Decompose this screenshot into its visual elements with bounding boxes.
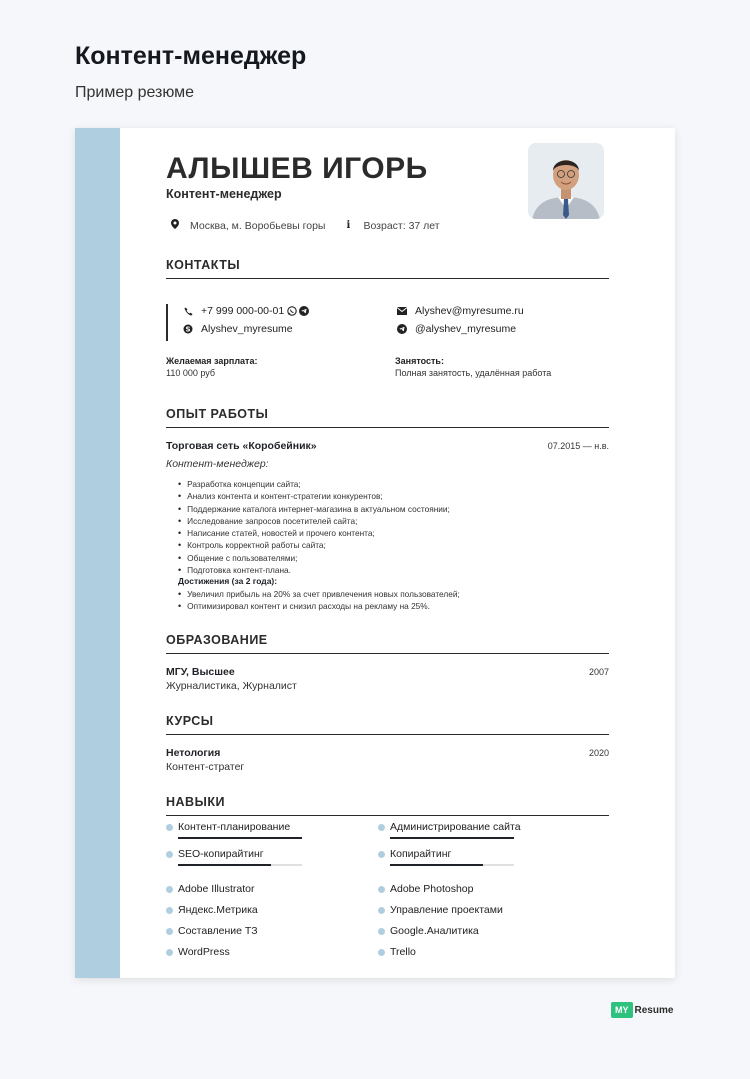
course-year: 2020 xyxy=(588,748,609,758)
salary-value: 110 000 руб xyxy=(166,368,216,378)
list-item: • Анализ контента и контент-стратегии конкурентов; xyxy=(178,490,450,502)
resume-sheet xyxy=(75,128,675,978)
skill-level-fill xyxy=(178,837,302,839)
education-year: 2007 xyxy=(588,667,609,677)
skype-text: Alyshev_myresume xyxy=(201,323,293,335)
section-skills xyxy=(166,795,609,816)
skill-item xyxy=(166,848,264,860)
employment-label: Занятость: xyxy=(395,356,444,366)
list-item: • Контроль корректной работы сайта; xyxy=(178,539,450,551)
job-dates: 07.2015 — н.в. xyxy=(547,441,609,451)
list-item: • Подготовка контент-плана. xyxy=(178,564,450,576)
list-item: • Разработка концепции сайта; xyxy=(178,478,450,490)
location-text: Москва, м. Воробьевы горы xyxy=(190,219,326,232)
contacts-block xyxy=(166,304,609,342)
telegram-contact[interactable] xyxy=(397,323,516,335)
side-stripe xyxy=(75,128,120,978)
bullet-dot xyxy=(378,886,385,893)
bullet-dot xyxy=(378,949,385,956)
section-title-experience: ОПЫТ РАБОТЫ xyxy=(166,407,609,428)
age-text: Возраст: 37 лет xyxy=(363,219,440,232)
skype-icon xyxy=(183,324,193,334)
list-item: • Увеличил прибыль на 20% за счет привлечения новых пользователей; xyxy=(178,588,460,600)
job-company: Торговая сеть «Коробейник» xyxy=(166,440,317,452)
skill-level-meter xyxy=(390,837,514,839)
bullet-dot xyxy=(378,824,385,831)
course-school: Нетология xyxy=(166,747,221,759)
brand-logo-box: MY xyxy=(611,1002,633,1018)
skill-item xyxy=(166,821,290,833)
brand-logo[interactable] xyxy=(611,1002,673,1018)
course-name: Контент-стратег xyxy=(166,761,245,773)
skill-item: Adobe Illustrator xyxy=(166,883,254,895)
section-title-courses: КУРСЫ xyxy=(166,714,609,735)
salary-label: Желаемая зарплата: xyxy=(166,356,258,366)
bullet-dot xyxy=(166,928,173,935)
bullet-dot xyxy=(378,928,385,935)
job-role: Контент-менеджер: xyxy=(166,458,269,470)
education-degree: Журналистика, Журналист xyxy=(166,680,297,692)
skill-level-meter xyxy=(390,864,514,866)
bullet-dot xyxy=(166,886,173,893)
bullet-dot xyxy=(378,907,385,914)
section-title-skills: НАВЫКИ xyxy=(166,795,609,816)
email-text: Alyshev@myresume.ru xyxy=(415,305,524,317)
skill-item: WordPress xyxy=(166,946,230,958)
achievements-label: Достижения (за 2 года): xyxy=(178,576,278,586)
list-item: • Оптимизировал контент и снизил расходы на рекламу на 25%. xyxy=(178,600,460,612)
skill-item: Trello xyxy=(378,946,416,958)
section-title-contacts: КОНТАКТЫ xyxy=(166,258,609,279)
whatsapp-icon xyxy=(287,306,297,316)
skill-item: Яндекс.Метрика xyxy=(166,904,258,916)
bullet-dot xyxy=(166,907,173,914)
section-contacts xyxy=(166,258,609,279)
skill-level-fill xyxy=(390,864,483,866)
svg-text:S: S xyxy=(185,325,191,334)
skill-item: Управление проектами xyxy=(378,904,503,916)
list-item: • Исследование запросов посетителей сайта; xyxy=(178,515,450,527)
phone-text: +7 999 000-00-01 xyxy=(201,305,285,317)
page-title: Контент-менеджер xyxy=(75,42,307,70)
list-item: • Общение с пользователями; xyxy=(178,552,450,564)
candidate-name: АЛЫШЕВ ИГОРЬ xyxy=(166,152,428,185)
skill-label: SEO-копирайтинг xyxy=(178,848,264,860)
list-item: • Написание статей, новостей и прочего контента; xyxy=(178,527,450,539)
skill-level-meter xyxy=(178,864,302,866)
skill-level-fill xyxy=(390,837,514,839)
skill-item: Adobe Photoshop xyxy=(378,883,474,895)
candidate-position: Контент-менеджер xyxy=(166,187,282,201)
skill-label: Контент-планирование xyxy=(178,821,291,833)
employment-value: Полная занятость, удалённая работа xyxy=(395,368,552,378)
section-education xyxy=(166,633,609,654)
skill-item: Google.Аналитика xyxy=(378,925,479,937)
page-subtitle: Пример резюме xyxy=(75,84,195,101)
resume-content xyxy=(166,128,609,978)
meta-row xyxy=(170,219,440,232)
job-duties-list xyxy=(178,478,450,576)
bullet-dot xyxy=(166,851,173,858)
contacts-divider xyxy=(166,304,168,341)
skill-item xyxy=(378,821,521,833)
section-title-education: ОБРАЗОВАНИЕ xyxy=(166,633,609,654)
telegram-text: @alyshev_myresume xyxy=(415,323,517,335)
skill-label: Администрирование сайта xyxy=(390,821,521,833)
education-school: МГУ, Высшее xyxy=(166,666,235,678)
skill-label: Копирайтинг xyxy=(390,848,452,860)
skill-level-fill xyxy=(178,864,271,866)
bullet-dot xyxy=(378,851,385,858)
phone-contact[interactable] xyxy=(183,305,309,317)
bullet-dot xyxy=(166,949,173,956)
section-experience xyxy=(166,407,609,428)
candidate-photo xyxy=(528,143,604,219)
brand-logo-text: Resume xyxy=(634,1004,674,1016)
skill-item: Составление ТЗ xyxy=(166,925,258,937)
skill-level-meter xyxy=(178,837,302,839)
telegram-small-icon xyxy=(299,306,309,316)
bullet-dot xyxy=(166,824,173,831)
achievements-list xyxy=(178,588,460,613)
skype-contact[interactable] xyxy=(183,323,293,335)
skill-item xyxy=(378,848,451,860)
email-contact[interactable] xyxy=(397,305,524,317)
info-icon: i xyxy=(346,220,351,231)
list-item: • Поддержание каталога интернет-магазина в актуальном состоянии; xyxy=(178,503,450,515)
section-courses xyxy=(166,714,609,735)
envelope-icon xyxy=(397,306,407,316)
location-pin-icon xyxy=(170,219,180,232)
telegram-icon xyxy=(397,324,407,334)
phone-icon xyxy=(183,306,193,316)
